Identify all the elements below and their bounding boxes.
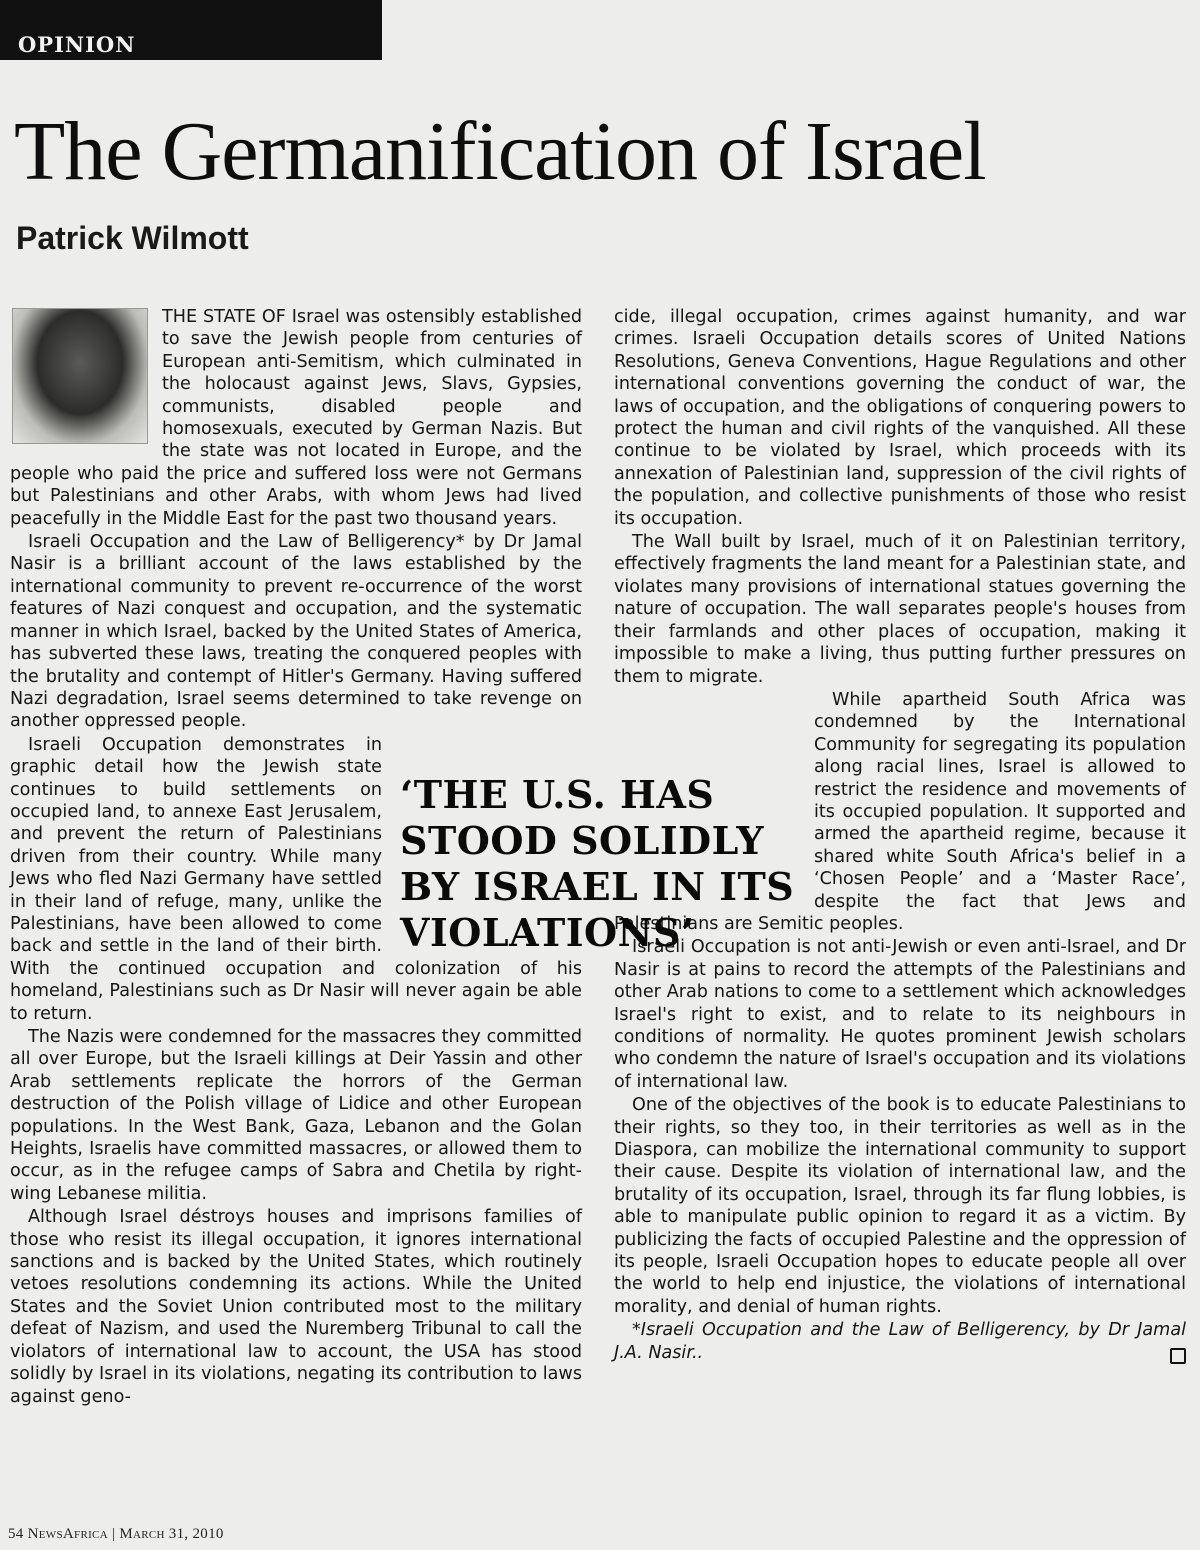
page-folio: 54 NewsAfrica | March 31, 2010 (8, 1526, 224, 1542)
end-mark-icon (1170, 1348, 1186, 1364)
paragraph: Israeli Occupation and the Law of Belligerency* by Dr Jamal Nasir is a brilliant account of the laws established by the international community to prevent re-occurrence of the worst features of Nazi conquest and occupation, and the systematic manner in which Israel, backed by the United States of America, has subverted these laws, treating the conquered peoples with the brutality and contempt of Hitler's Germany. Having suffered Nazi degradation, Israel seems determined to take revenge on another oppressed people. (10, 532, 582, 732)
footnote: *Israeli Occupation and the Law of Belligerency, by Dr Jamal J.A. Nasir.. (614, 1320, 1186, 1363)
paragraph: While apartheid South Africa was condemned by the International Community for segregating its population along racial lines, Israel is allowed to restrict the residence and movements of its occupied population. It supported and armed the apartheid regime, because it shared white South Africa's belief in a ‘Chosen People’ and a ‘Master Race’, despite the fact that Jews and Palestinians are Semitic peoples. (614, 689, 1186, 934)
paragraph: Israeli Occupation demonstrates in graphic detail how the Jewish state continues to build settlements on occupied land, to annexe East Jerusalem, and prevent the return of Palestinians driven from their country. While many Jews who fled Nazi Germany have settled in their land of refuge, many, unlike the Palestinians, have been allowed to come back and settle in the land of their birth. With the continued occupation and colonization of his homeland, Palestinians such as Dr Nasir will never again be able to return. (10, 734, 582, 1024)
paragraph: The Wall built by Israel, much of it on Palestinian territory, effectively fragments the land meant for a Palestinian state, and violates many provisions of international statues governing the nature of occupation. The wall separates people's houses from their farmlands and other places of occupation, making it impossible to make a living, thus putting further pressures on them to migrate. (614, 532, 1186, 687)
section-label: OPINION (18, 32, 136, 57)
headline: The Germanification of Israel (14, 105, 986, 198)
paragraph: The Nazis were condemned for the massacres they committed all over Europe, but the Israeli killings at Deir Yassin and other Arab settlements replicate the horrors of the German destruction of the Polish village of Lidice and other European populations. In the West Bank, Gaza, Lebanon and the Golan Heights, Israelis have committed massacres, or allowed them to occur, as in the refugee camps of Sabra and Chetila by right-wing Lebanese militia. (10, 1027, 582, 1204)
paragraph: THE STATE OF Israel was ostensibly established to save the Jewish people from centuries of European anti-Semitism, which culminated in the holocaust against Jews, Slavs, Gypsies, communists, disabled people and homosexuals, executed by German Nazis. But the state was not located in Europe, and the people who paid the price and suffered loss were not Germans but Palestinians and other Arabs, with whom Jews had lived peacefully in the Middle East for the past two thousand years. (10, 307, 582, 529)
pull-quote: ‘THE U.S. HAS STOOD SOLIDLY BY ISRAEL IN ITS VIOLATIONS’ (400, 772, 795, 955)
paragraph: cide, illegal occupation, crimes against humanity, and war crimes. Israeli Occupation details scores of United Nations Resolutions, Geneva Conventions, Hague Regulations and other international conventions governing the conduct of war, the laws of occupation, and the obligations of conquering powers to protect the human and civil rights of the vanquished. All these continue to be violated by Israel, which proceeds with its annexation of Palestinian land, suppression of the civil rights of the population, and collective punishments of those who resist its occupation. (614, 307, 1186, 529)
author-photo (12, 308, 148, 444)
byline: Patrick Wilmott (16, 220, 249, 256)
paragraph: One of the objectives of the book is to educate Palestinians to their rights, so they too, in their territories as well as in the Diaspora, can mobilize the international community to support their cause. Despite its violation of international law, and the brutality of its occupation, Israel, through its far flung lobbies, is able to manipulate public opinion to regard it as a victim. By publicizing the facts of occupied Palestine and the oppression of its people, Israeli Occupation hopes to educate people all over the world to help end injustice, the violations of international morality, and denial of human rights. (614, 1095, 1186, 1317)
section-tag (0, 0, 382, 60)
paragraph: Although Israel déstroys houses and imprisons families of those who resist its illegal occupation, it ignores international sanctions and is backed by the United States, which routinely vetoes resolutions condemning its actions. While the United States and the Soviet Union contributed most to the military defeat of Nazism, and used the Nuremberg Tribunal to call the violators of international law to account, the USA has stood solidly by Israel in its violations, negating its contribution to laws against geno- (10, 1207, 582, 1407)
paragraph: Israeli Occupation is not anti-Jewish or even anti-Israel, and Dr Nasir is at pains to record the attempts of the Palestinians and other Arab nations to come to a settlement which acknowledges Israel's right to exist, and to relate to its neighbours in conditions of normality. He quotes prominent Jewish scholars who condemn the nature of Israel's occupation and its violations of international law. (614, 937, 1186, 1092)
